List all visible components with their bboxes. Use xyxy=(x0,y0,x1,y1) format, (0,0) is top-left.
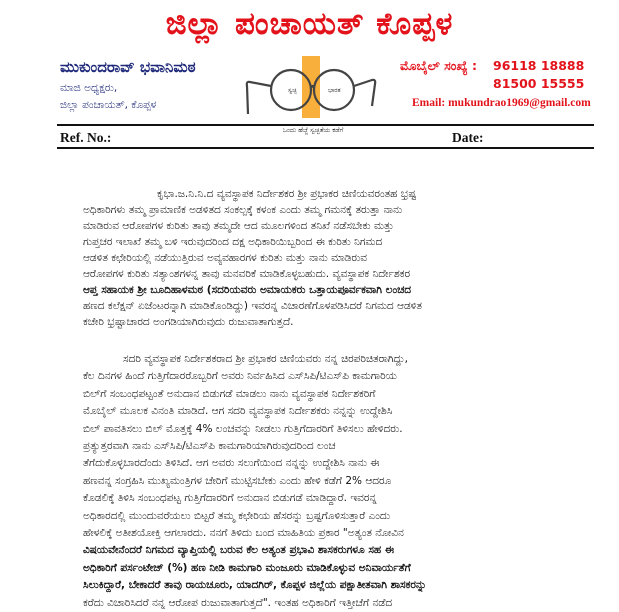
paragraph-line: ಬಿಲ್‌ಗೆ ಸಂಬಂಧಪಟ್ಟಂತೆ ಅನುದಾನ ಬಿಡುಗಡೆ ಮಾಡಲು ನಾನು ವ್ಯವಸ್ಥಾಪಕ ನಿರ್ದೇಶಕರಿಗೆ xyxy=(83,387,376,400)
paragraph-line: ಹೇಳಲಿಕ್ಕೆ ಅತೀಶಯೋಕ್ತಿ ಆಗಲಾರದು. ನನಗೆ ತಿಳಿದು ಬಂದ ಮಾಹಿತಿಯ ಪ್ರಕಾರ "ಅತ್ಯಂತ ನೋವಿನ xyxy=(83,527,404,540)
mobile-label: ಮೊಬೈಲ್ ಸಂಖ್ಯೆ : xyxy=(400,58,477,73)
mobile-number-2: 81500 15555 xyxy=(493,76,585,91)
paragraph-line: ಆಡಳಿತ ಕಛೇರಿಯಲ್ಲಿ ನಡೆಯುತ್ತಿರುವ ಅವ್ಯವಹಾರಗಳ ಕುರಿತು ಮತ್ತು ನಾನು ಮಾಡಿರುವ xyxy=(83,252,368,264)
paragraph-line: ತೆಗೆದುಕೊಳ್ಳಬಾರದೆಂದು ತಿಳಿಸಿದೆ. ಆಗ ಅವರು ಸಲುಗೆಯಿಂದ ನನ್ನನ್ನು ಉದ್ದೇಶಿಸಿ ನಾನು ಈ xyxy=(83,457,380,470)
paragraph-line: ಆಪ್ತ ಸಹಾಯಕ ಶ್ರೀ ಬೂದಿಹಾಳಮಠ (ಸದರಿಯವರು ಅಮಾಯಕರು ಒತ್ತಾಯಪೂರ್ವಕವಾಗಿ ಲಂಚದ xyxy=(83,284,412,296)
sender-designation xyxy=(60,80,156,114)
paragraph-line: ಹಣವನ್ನ ಸಂಗ್ರಹಿಸಿ ಮುಖ್ಯಮಂತ್ರಿಗಳ ಚೇರಿಗೆ ಮುಟ್ಟಿಸಬೇಕು ಎಂದು ಹೇಳಿ ಕಡೆಗೆ 2% ಆದರೂ xyxy=(83,474,392,487)
paragraph-line: ಕೆಲ ದಿನಗಳ ಹಿಂದೆ ಗುತ್ತಿಗೆದಾರರೊಬ್ಬರಿಗೆ ಅವರು ನಿರ್ವಹಿಸಿದ ಎಸ್‌ಸಿಪಿ/ಟಿಎಸ್‌ಪಿ ಕಾಮಗಾರಿಯ xyxy=(83,370,397,383)
header-divider-top xyxy=(57,124,594,126)
designation-line-2: ಜಿಲ್ಲಾ ಪಂಚಾಯತ್, ಕೊಪ್ಪಳ xyxy=(60,99,157,111)
paragraph-line: ಹಣದ ಕಲೆಕ್ಷನ್ ಏಜೆಂಟರನ್ನಾಗಿ ಮಾಡಿಕೊಂಡಿದ್ದು) ಇವರನ್ನ ವಿಚಾರಣೆಗೊಳಪಡಿಸಿದರೆ ನಿಗಮದ ಆಡಳಿತ xyxy=(83,300,422,312)
logo-text-right: ಭಾರತ xyxy=(328,87,341,94)
paragraph-line: ಕೊಡಲಿಕ್ಕೆ ತಿಳಿಸಿ ಸಂಬಂಧಪಟ್ಟ ಗುತ್ತಿಗೆದಾರರಿಗೆ ಅನುದಾನ ಬಿಡುಗಡೆ ಮಾಡಿದ್ದಾರೆ. ಇವರನ್ನ xyxy=(83,492,377,505)
paragraph-line: ಕರೆದು ವಿಚಾರಿಸಿದರೆ ನನ್ನ ಆರೋಪ ರುಜುವಾತಾಗುತ್ತದೆ". ಇಂತಹ ಅಧಿಕಾರಿಗೆ ಇತ್ತೀಚೆಗೆ ನಡೆದ xyxy=(83,596,393,609)
email-address: Email: mukundrao1969@gmail.com xyxy=(412,97,591,109)
contact-block xyxy=(400,58,584,94)
paragraph-2 xyxy=(83,351,602,612)
paragraph-line: ಗುಪ್ತಚರ ಇಲಾಖೆ ತಮ್ಮ ಬಳಿ ಇರುವುದರಿಂದ ದಕ್ಷ ಅಧಿಕಾರಿಯಿಬ್ಬರಿಂದ ಈ ಕುರಿತು ನಿಗಮದ xyxy=(83,236,383,248)
logo-text-left: ಸ್ವಚ್ಛ xyxy=(288,87,297,94)
paragraph-line: ಬಿಲ್ ಪಾವತಿಸಲು ಬಿಲ್ ಮೊತ್ತಕ್ಕೆ 4% ಲಂಚವನ್ನು ನೀಡಲು ಗುತ್ತಿಗೆದಾರರಿಗೆ ತಿಳಿಸಲು ಹೇಳಿದರು. xyxy=(83,422,403,435)
mobile-number-1: 96118 18888 xyxy=(493,58,585,73)
ref-no-label: Ref. No.: xyxy=(60,130,112,145)
date-label: Date: xyxy=(452,130,484,145)
paragraph-line: ಅಧಿಕಾರಿಗೆ ಪರ್ಸಂಟೇಜ್ (%) ಹಣ ನೀಡಿ ಕಾಮಗಾರಿ ಮಂಜೂರು ಮಾಡಿಕೊಳ್ಳುವ ಅನಿವಾರ್ಯತೆಗೆ xyxy=(83,561,411,574)
paragraph-line: ಸಿಲುಕಿದ್ದಾರೆ, ಬೇಕಾದರೆ ತಾವು ರಾಯಚೂರು, ಯಾದಗಿರ್, ಕೊಪ್ಪಳ ಜಿಲ್ಲೆಯ ಪಕ್ಷಾತೀತವಾಗಿ ಶಾಸಕರನ್ನು xyxy=(83,579,427,592)
designation-line-1: ಮಾಜಿ ಅಧ್ಯಕ್ಷರು, xyxy=(60,82,118,94)
paragraph-line: ಮೊಬೈಲ್ ಮೂಲಕ ವಿನಂತಿ ಮಾಡಿದೆ. ಆಗ ಸದರಿ ವ್ಯವಸ್ಥಾಪಕ ನಿರ್ದೇಶಕರು ನನ್ನನ್ನು ಉದ್ದೇಶಿಸಿ xyxy=(83,405,393,418)
paragraph-1 xyxy=(83,186,602,330)
paragraph-line: ವಿಷಯವೇನೆಂದರೆ ನಿಗಮದ ವ್ಯಾಪ್ತಿಯಲ್ಲಿ ಬರುವ ಕೆಲ ಅತ್ಯಂತ ಪ್ರಭಾವಿ ಶಾಸಕರುಗಳೂ ಸಹ ಈ xyxy=(83,544,394,557)
header-divider-bottom xyxy=(57,147,594,149)
paragraph-line: ಕೃಭಾ.ಜ.ನಿ.ನಿ.ದ ವ್ಯವಸ್ಥಾಪಕ ನಿರ್ದೇಶಕರ ಶ್ರೀ ಪ್ರಭಾಕರ ಚಿಣಿಯವರಂತಹ ಭ್ರಷ್ಟ xyxy=(157,188,417,200)
logo-caption: ಒಂದು ಹೆಜ್ಜೆ ಸ್ವಚ್ಛತೆಯ ಕಡೆಗೆ xyxy=(282,126,344,134)
sender-name: ಮುಕುಂದರಾವ್ ಭವಾನಿಮಠ xyxy=(60,58,196,76)
paragraph-line: ಆರೋಪಗಳ ಕುರಿತು ಸತ್ಯಾಂಶಗಳನ್ನ ತಾವು ಮನವರಿಕೆ ಮಾಡಿಕೊಳ್ಳಬಹುದು. ವ್ಯವಸ್ಥಾಪಕ ನಿರ್ದೇಶಕರ xyxy=(83,268,410,280)
letterhead-title: ಜಿಲ್ಲಾ ಪಂಚಾಯತ್ ಕೊಪ್ಪಳ xyxy=(165,6,454,42)
paragraph-line: ಅಧಿಕಾರಿಗಳು ತಮ್ಮ ಪ್ರಾಮಾಣಿಕ ಅಡಳಿತದ ಸಂಕಲ್ಪಕ್ಕೆ ಕಳಂಕ ಎಂದು ತಮ್ಮ ಗಮನಕ್ಕೆ ತರುತ್ತಾ ನಾನು xyxy=(83,204,403,216)
paragraph-line: ಸದರಿ ವ್ಯವಸ್ಥಾಪಕ ನಿರ್ದೇಶಕರಾದ ಶ್ರೀ ಪ್ರಭಾಕರ ಚಿಣಿಯವರು ನನ್ನ ಚಿರಪರಿಚಿತರಾಗಿದ್ದು, xyxy=(123,353,409,365)
paragraph-line: ಕಚೇರಿ ಭ್ರಷ್ಟಾಚಾರದ ಅಂಗಡಿಯಾಗಿರುವುದು ರುಜುವಾತಾಗುತ್ತದೆ. xyxy=(83,316,294,328)
paragraph-line: ಮಾಡಿರುವ ಆರೋಪಗಳ ಕುರಿತು ತಾವು ತಮ್ಮದೇ ಆದ ಮೂಲಗಳಿಂದ ತನಿಖೆ ನಡೆಸಬೇಕು ಮತ್ತು xyxy=(83,220,394,232)
paragraph-line: ಅಧಿಕಾರದಲ್ಲಿ ಮುಂದುವರೆಯಲು ಬಿಟ್ಟರೆ ತಮ್ಮ ಕಛೇರಿಯ ಹೆಸರನ್ನು ಬ್ರಷ್ಟಗೊಳಿಸುತ್ತಾರೆ ಎಂದು xyxy=(83,509,391,522)
paragraph-line: ಪ್ರತ್ಯುತ್ತರವಾಗಿ ನಾನು ಎಸ್‌ಸಿಪಿ/ಟಿಎಸ್‌ಪಿ ಕಾಮಗಾರಿಯಾಗಿರುವುದರಿಂದ ಲಂಚ xyxy=(83,440,336,453)
